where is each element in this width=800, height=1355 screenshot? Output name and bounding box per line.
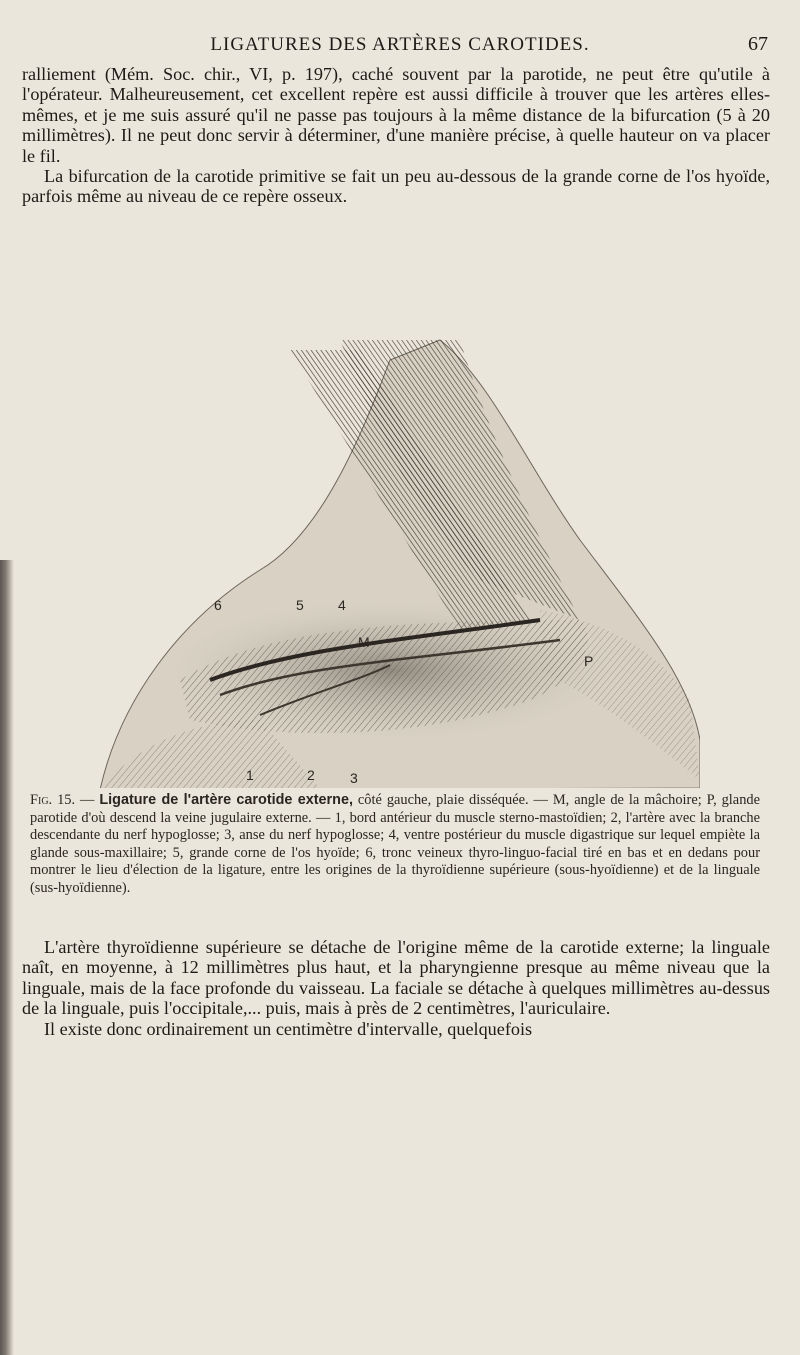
page-edge-shadow: [0, 560, 14, 1355]
figure-label-1: 1: [246, 767, 254, 783]
bottom-text-block: [22, 937, 770, 1039]
paragraph: L'artère thyroïdienne supérieure se détache de l'origine même de la carotide externe; la linguale naît, en moyenne, à 12 millimètres plus haut, et la pharyngienne presque au même niveau que la linguale, mais de la face profonde du vaisseau. La faciale se détache à quelques millimètres au-dessus de la linguale, puis l'occipitale,... puis, mais à près de 2 centimètres, l'auriculaire.: [22, 937, 770, 1019]
figure-caption: Fig. 15. — Ligature de l'artère carotide externe, côté gauche, plaie disséquée. — M, angle de la mâchoire; P, glande parotide d'où descend la veine jugulaire externe. — 1, bord antérieur du muscle sterno-mastoïdien; 2, l'artère avec la branche descendante du nerf hypoglosse; 3, anse du nerf hypoglosse; 4, ventre postérieur du muscle digastrique sur lequel empiète la glande sous-maxillaire; 5, grande corne de l'os hyoïde; 6, tronc veineux thyro-linguo-facial tiré en bas et en dedans pour montrer le lieu d'élection de la ligature, entre les origines de la thyroïdienne supérieure (sous-hyoïdienne) et de la linguale (sus-hyoïdienne).: [30, 792, 760, 896]
paragraph: La bifurcation de la carotide primitive se fait un peu au-dessous de la grande corne de l'os hyoïde, parfois même au niveau de ce repère osseux.: [22, 166, 770, 207]
paragraph: ralliement (Mém. Soc. chir., VI, p. 197), caché souvent par la parotide, ne peut être qu'utile à l'opérateur. Malheureusement, cet excellent repère est aussi difficile à trouver que les artères elles-mêmes, et je me suis assuré qu'il ne passe pas toujours à la même distance de la bifurcation (5 à 20 millimètres). Il ne peut donc servir à déterminer, d'une manière précise, à quelle hauteur on va placer le fil.: [22, 64, 770, 166]
figure-label-3: 3: [350, 770, 358, 786]
figure-label-p: P: [584, 653, 594, 669]
figure-label-m: M: [358, 634, 370, 650]
anatomical-figure: [60, 320, 700, 788]
figure-label-5: 5: [296, 597, 304, 613]
engraving-illustration: [60, 320, 700, 788]
top-text-block: [22, 64, 770, 207]
paragraph: Il existe donc ordinairement un centimètre d'intervalle, quelquefois: [44, 1018, 533, 1039]
caption-body: côté gauche, plaie disséquée. — M, angle de la mâchoire; P, glande parotide d'où descend la veine jugulaire externe. — 1, bord antérieur du muscle sterno-mastoïdien; 2, l'artère avec la branche descendante du nerf hypoglosse; 3, anse du nerf hypoglosse; 4, ventre postérieur du muscle digastrique sur lequel empiète la glande sous-maxillaire; 5, grande corne de l'os hyoïde; 6, tronc veineux thyro-linguo-facial tiré en bas et en dedans pour montrer le lieu d'élection de la ligature, entre les origines de la thyroïdienne supérieure (sous-hyoïdienne) et de la linguale (sus-hyoïdienne).: [30, 792, 760, 896]
figure-label-2: 2: [307, 767, 315, 783]
figure-label-4: 4: [338, 597, 346, 613]
caption-title: Ligature de l'artère carotide externe,: [99, 792, 353, 808]
figure-label-6: 6: [214, 597, 222, 613]
page-number: 67: [748, 33, 768, 55]
running-head: LIGATURES DES ARTÈRES CAROTIDES.: [210, 34, 590, 55]
figure-number: Fig. 15.: [30, 792, 76, 808]
